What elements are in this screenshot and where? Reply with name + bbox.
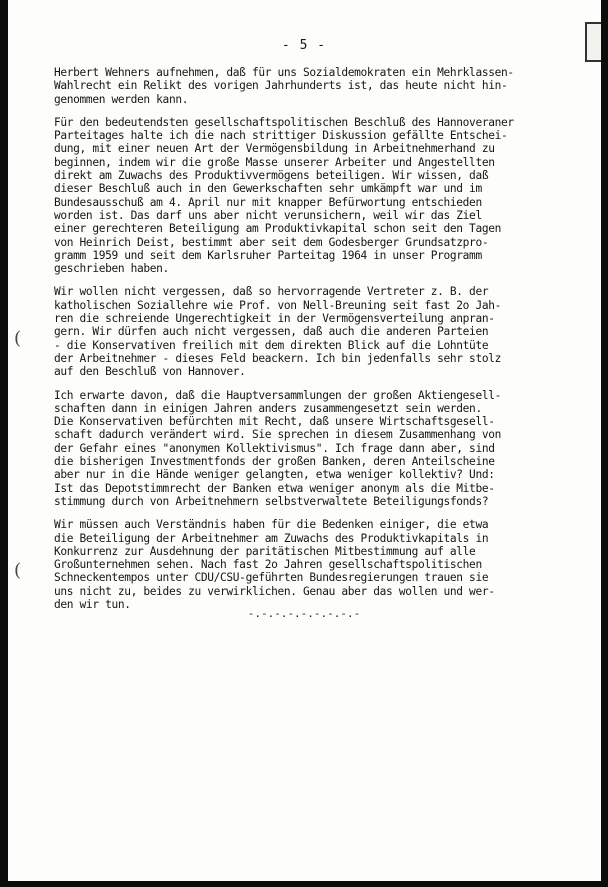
text-line: schaften dann in einigen Jahren anders zusammengesetzt sein werden. <box>54 401 482 415</box>
page-number: - 5 - <box>281 38 327 53</box>
text-line: beginnen, indem wir die große Masse unserer Arbeiter und Angestellten <box>54 155 495 169</box>
text-line: von Heinrich Deist, bestimmt aber seit dem Godesberger Grundsatzpro- <box>54 235 489 249</box>
text-line: Herbert Wehners aufnehmen, daß für uns Sozialdemokraten ein Mehrklassen- <box>54 66 514 79</box>
text-line: schaft dadurch verändert wird. Sie sprechen in diesem Zusammenhang von <box>54 428 501 442</box>
text-line: gern. Wir dürfen auch nicht vergessen, daß auch die anderen Parteien <box>54 325 489 339</box>
text-line: ren die schreiende Ungerechtigkeit in der Vermögensverteilung anpran- <box>54 312 495 326</box>
text-line: Ist das Depotstimmrecht der Banken etwa weniger anonym als die Mitbe- <box>54 481 495 495</box>
text-line: Ich erwarte davon, daß die Hauptversammlungen der großen Aktiengesell- <box>54 388 501 402</box>
closing-separator: -.-.-.-.-.-.-.-.- <box>247 607 361 620</box>
scan-border-left <box>0 0 8 887</box>
text-line: direkt am Zuwachs des Produktivvermögens beteiligen. Wir wissen, daß <box>54 169 489 183</box>
text-line: genommen werden kann. <box>54 92 189 106</box>
text-line: Bundesausschuß am 4. April nur mit knapper Befürwortung entschieden <box>54 195 482 209</box>
text-line: worden ist. Das darf uns aber nicht verunsichern, weil wir das Ziel <box>54 208 482 222</box>
text-line: Wir wollen nicht vergessen, daß so hervorragende Vertreter z. B. der <box>54 285 489 299</box>
text-line: auf den Beschluß von Hannover. <box>54 365 246 379</box>
text-line: uns nicht zu, beides zu verwirklichen. Genau aber das wollen und wer- <box>54 584 495 598</box>
text-line: Die Konservativen befürchten mit Recht, daß unsere Wirtschaftsgesell- <box>54 415 495 429</box>
text-line: die bisherigen Investmentfonds der großen Banken, deren Anteilscheine <box>54 455 495 469</box>
scan-border-bottom <box>0 881 608 887</box>
text-line: Für den bedeutendsten gesellschaftspolitischen Beschluß des Hannoveraner <box>54 115 514 129</box>
text-line: katholischen Soziallehre wie Prof. von Nell-Breuning seit fast 2o Jah- <box>54 298 501 312</box>
text-line: Großunternehmen sehen. Nach fast 2o Jahren gesellschaftspolitischen <box>54 558 482 572</box>
text-line: aber nur in die Hände weniger gelangten, etwa weniger kollektiv? Und: <box>54 468 495 482</box>
letter-body <box>54 66 574 621</box>
text-line: einer gerechteren Beteiligung am Produktivkapital schon seit den Tagen <box>54 222 501 236</box>
paragraph <box>54 285 574 378</box>
text-line: die Beteiligung der Arbeitnehmer am Zuwachs des Produktivkapitals in <box>54 531 489 545</box>
paragraph <box>54 116 574 276</box>
text-line: den wir tun. <box>54 597 131 611</box>
text-line: dieser Beschluß auch in den Gewerkschaften sehr umkämpft war und im <box>54 182 482 196</box>
text-line: stimmung durch von Arbeitnehmern selbstverwaltete Beteiligungsfonds? <box>54 494 489 508</box>
paragraph <box>54 518 574 611</box>
margin-bracket-mark: ( <box>14 560 22 581</box>
text-line: Schneckentempos unter CDU/CSU-geführten Bundesregierungen trauen sie <box>54 571 489 585</box>
text-line: Konkurrenz zur Ausdehnung der paritätischen Mitbestimmung auf alle <box>54 544 476 558</box>
text-line: - die Konservativen freilich mit dem direkten Blick auf die Lohntüte <box>54 338 489 352</box>
text-line: der Arbeitnehmer - dieses Feld beackern. Ich bin jedenfalls sehr stolz <box>54 351 501 365</box>
text-line: Wahlrecht ein Relikt des vorigen Jahrhunderts ist, das heute nicht hin- <box>54 79 508 93</box>
text-line: gramm 1959 und seit dem Karlsruher Parteitag 1964 in unser Programm <box>54 248 482 262</box>
text-line: Wir müssen auch Verständnis haben für die Bedenken einiger, die etwa <box>54 518 489 532</box>
text-line: der Gefahr eines "anonymen Kollektivismus". Ich frage dann aber, sind <box>54 441 495 455</box>
text-line: geschrieben haben. <box>54 262 169 276</box>
paragraph <box>54 66 574 106</box>
margin-bracket-mark: ( <box>14 328 22 349</box>
paragraph <box>54 389 574 509</box>
text-line: dung, mit einer neuen Art der Vermögensbildung in Arbeitnehmerhand zu <box>54 142 495 156</box>
scan-border-right <box>601 0 608 887</box>
text-line: Parteitages halte ich die nach strittiger Diskussion gefällte Entschei- <box>54 129 508 143</box>
